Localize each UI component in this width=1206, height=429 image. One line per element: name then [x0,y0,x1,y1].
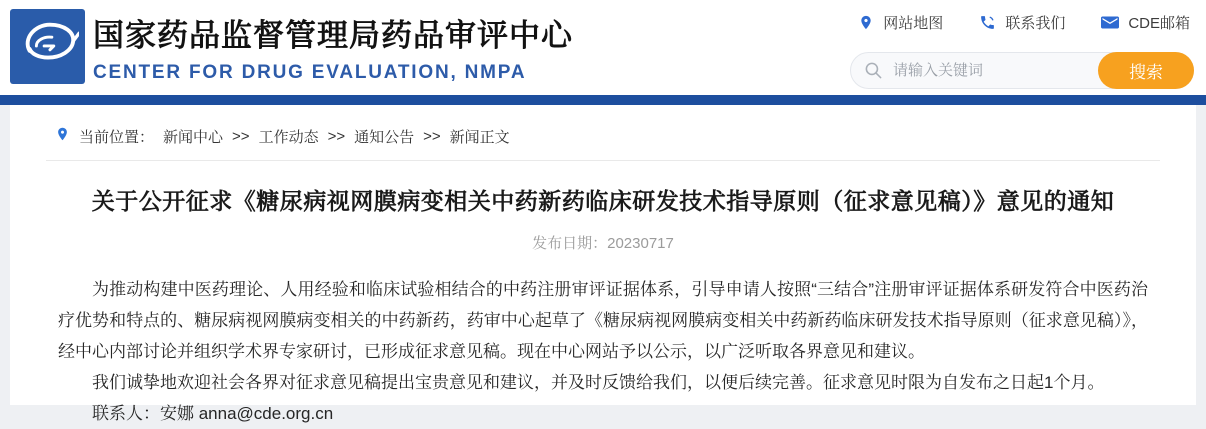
blue-divider-bar [0,95,1206,105]
breadcrumb-item-notices[interactable]: 通知公告 [354,128,415,146]
breadcrumb-location-label: 当前位置： [79,128,155,146]
article-title: 关于公开征求《糖尿病视网膜病变相关中药新药临床研发技术指导原则（征求意见稿）》意见的通知 [91,188,1115,214]
article-paragraph: 我们诚挚地欢迎社会各界对征求意见稿提出宝贵意见和建议，并及时反馈给我们，以便后续完善。征求意见时限为自发布之日起1个月。 [92,373,1105,392]
cde-logo[interactable] [10,9,85,84]
publish-date-value: 20230717 [607,235,674,252]
breadcrumb-separator: >> [232,127,250,145]
publish-date [46,232,1160,253]
breadcrumb-separator: >> [423,127,441,145]
sitemap-link-label: 网站地图 [883,15,944,32]
site-subtitle: CENTER FOR DRUG EVALUATION, NMPA [93,62,527,83]
search-button[interactable]: 搜索 [1098,52,1194,89]
location-pin-icon [858,13,874,32]
location-pin-icon [55,125,70,147]
content-card [10,105,1196,423]
envelope-icon [1101,15,1119,30]
phone-icon [979,14,996,31]
contact-us-link[interactable] [979,12,1065,33]
breadcrumb-item-news-center[interactable]: 新闻中心 [163,128,224,146]
breadcrumb-item-current-article: 新闻正文 [449,128,510,146]
search-bar [850,52,1194,89]
article-paragraph: 为推动构建中医药理论、人用经验和临床试验相结合的中药注册审评证据体系，引导申请人按照“三结合”注册审评证据体系研发符合中医药治疗优势和特点的、糖尿病视网膜病变相关的中药新药，药审中心起草了《糖尿病视网膜病变相关中药新药临床研发技术指导原则（征求意见稿）》，经中心内部讨论并组织学术界专家研讨，已形成征求意见稿。现在中心网站予以公示，以广泛听取各界意见和建议。 [58,280,1148,361]
sitemap-link[interactable] [858,12,943,33]
top-utility-links [858,12,1190,33]
site-header [0,0,1206,95]
publish-date-label: 发布日期： [532,235,608,252]
main-area [0,105,1206,423]
contact-us-link-label: 联系我们 [1005,15,1066,32]
cde-mailbox-link-label: CDE邮箱 [1128,15,1190,32]
breadcrumb-divider [46,160,1160,161]
article-body [58,274,1148,429]
search-icon [864,61,883,85]
breadcrumb [55,105,1160,147]
breadcrumb-item-work-trends[interactable]: 工作动态 [258,128,319,146]
article-paragraph-contact: 联系人：安娜 anna@cde.org.cn [92,404,334,423]
brand-block [93,10,573,84]
fish-swirl-icon [17,15,79,78]
site-title: 国家药品监督管理局药品审评中心 [93,18,573,53]
breadcrumb-separator: >> [327,127,346,145]
cde-mailbox-link[interactable] [1101,12,1190,33]
